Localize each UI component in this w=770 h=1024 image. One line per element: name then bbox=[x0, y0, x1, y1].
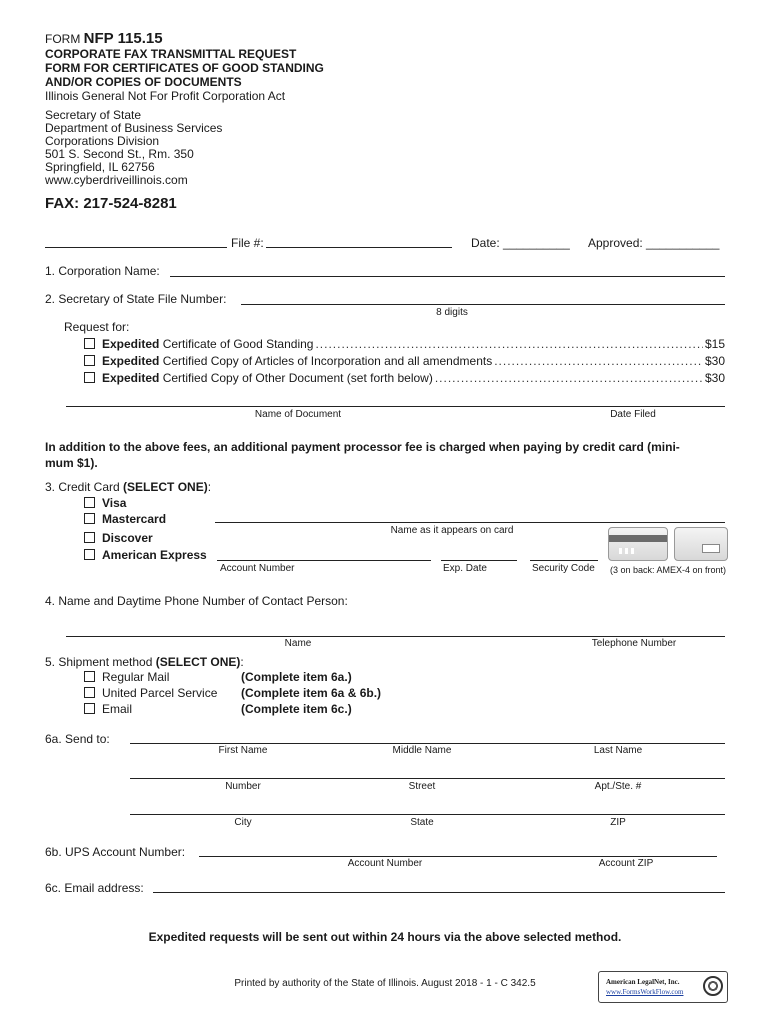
card-label: Mastercard bbox=[102, 512, 167, 526]
ups-zip-caption: Account ZIP bbox=[598, 858, 654, 869]
checkbox[interactable] bbox=[84, 338, 95, 349]
date-label[interactable]: Date: __________ bbox=[471, 236, 570, 250]
leader-dots bbox=[435, 371, 703, 385]
checkbox[interactable] bbox=[84, 497, 95, 508]
security-code-note: (3 on back: AMEX-4 on front) bbox=[610, 565, 727, 575]
request-option[interactable] bbox=[84, 371, 725, 385]
document-name-caption: Name of Document bbox=[254, 409, 342, 420]
credit-card-title: 3. Credit Card bbox=[45, 480, 120, 494]
card-label: American Express bbox=[102, 548, 207, 562]
contact-person-label: 4. Name and Daytime Phone Number of Contact Person: bbox=[45, 594, 348, 608]
file-number-field[interactable] bbox=[266, 247, 452, 248]
fee-note-line1: In addition to the above fees, an additional payment processor fee is charged when paying by credit card (mini- bbox=[45, 440, 680, 454]
cardholder-name-caption: Name as it appears on card bbox=[390, 525, 514, 536]
email-address-field[interactable] bbox=[153, 892, 725, 893]
exp-date-field[interactable] bbox=[441, 560, 517, 561]
shipment-option-label: Regular Mail bbox=[102, 670, 170, 684]
approved-label[interactable]: Approved: ___________ bbox=[588, 236, 720, 250]
checkbox[interactable] bbox=[84, 372, 95, 383]
file-number-caption: 8 digits bbox=[436, 307, 468, 318]
security-code-field[interactable] bbox=[530, 560, 598, 561]
shipment-option-email[interactable] bbox=[84, 702, 132, 716]
option-bold: Expedited bbox=[102, 354, 160, 368]
fax-number: FAX: 217-524-8281 bbox=[45, 195, 177, 212]
expedited-note: Expedited requests will be sent out within 24 hours via the above selected method. bbox=[148, 930, 622, 944]
zip-caption: ZIP bbox=[610, 817, 626, 828]
shipment-note: (Complete item 6a.) bbox=[241, 670, 352, 684]
form-title-line3: AND/OR COPIES OF DOCUMENTS bbox=[45, 75, 242, 89]
form-number bbox=[45, 30, 163, 47]
checkbox[interactable] bbox=[84, 532, 95, 543]
leader-dots bbox=[494, 354, 703, 368]
form-title-line2: FORM FOR CERTIFICATES OF GOOD STANDING bbox=[45, 61, 324, 75]
send-to-street-field[interactable] bbox=[130, 778, 725, 779]
office-use-line[interactable] bbox=[45, 247, 227, 248]
card-option-mastercard[interactable] bbox=[84, 512, 166, 526]
option-bold: Expedited bbox=[102, 337, 160, 351]
contact-name-phone-field[interactable] bbox=[66, 636, 725, 637]
option-text: Certified Copy of Other Document (set forth below) bbox=[162, 371, 433, 385]
leader-dots bbox=[315, 337, 703, 351]
credit-card-label bbox=[45, 480, 211, 494]
form-prefix: FORM bbox=[45, 32, 81, 46]
shipment-note: (Complete item 6c.) bbox=[241, 702, 352, 716]
label-colon: : bbox=[207, 480, 212, 494]
date-filed-caption: Date Filed bbox=[610, 409, 656, 420]
address-line: Secretary of State bbox=[45, 108, 142, 122]
checkbox[interactable] bbox=[84, 549, 95, 560]
contact-name-caption: Name bbox=[284, 638, 312, 649]
email-address-label: 6c. Email address: bbox=[45, 881, 144, 895]
shipment-method-label bbox=[45, 655, 244, 669]
checkbox[interactable] bbox=[84, 671, 95, 682]
sos-file-number-field[interactable] bbox=[241, 304, 725, 305]
checkbox[interactable] bbox=[84, 687, 95, 698]
logo-text: American LegalNet, Inc. bbox=[606, 978, 680, 986]
telephone-caption: Telephone Number bbox=[591, 638, 677, 649]
ups-account-field[interactable] bbox=[199, 856, 717, 857]
legalnet-logo bbox=[598, 971, 728, 1003]
corporation-name-label: 1. Corporation Name: bbox=[45, 264, 160, 278]
option-price: $30 bbox=[704, 354, 725, 368]
cardholder-name-field[interactable] bbox=[215, 522, 725, 523]
street-caption: Street bbox=[408, 781, 436, 792]
send-to-city-field[interactable] bbox=[130, 814, 725, 815]
checkbox[interactable] bbox=[84, 703, 95, 714]
card-front-icon bbox=[674, 527, 728, 561]
account-number-field[interactable] bbox=[217, 560, 431, 561]
file-number-label: 2. Secretary of State File Number: bbox=[45, 292, 227, 306]
checkbox[interactable] bbox=[84, 513, 95, 524]
card-option-visa[interactable] bbox=[84, 496, 126, 510]
ups-account-label: 6b. UPS Account Number: bbox=[45, 845, 186, 859]
address-line: Department of Business Services bbox=[45, 121, 223, 135]
option-bold: Expedited bbox=[102, 371, 160, 385]
address-link[interactable]: www.cyberdriveillinois.com bbox=[45, 173, 188, 187]
form-number-value: NFP 115.15 bbox=[83, 30, 163, 47]
card-back-icon bbox=[608, 527, 668, 561]
account-number-caption: Account Number bbox=[220, 563, 295, 574]
shipment-title: 5. Shipment method bbox=[45, 655, 153, 669]
act-name: Illinois General Not For Profit Corporation Act bbox=[45, 89, 286, 103]
label-colon: : bbox=[240, 655, 244, 669]
last-name-caption: Last Name bbox=[593, 745, 643, 756]
card-option-discover[interactable] bbox=[84, 531, 153, 545]
option-price: $30 bbox=[704, 371, 725, 385]
shipment-option-label: United Parcel Service bbox=[102, 686, 218, 700]
middle-name-caption: Middle Name bbox=[392, 745, 452, 756]
card-option-amex[interactable] bbox=[84, 548, 207, 562]
fee-note-line2: mum $1). bbox=[45, 456, 98, 470]
send-to-label: 6a. Send to: bbox=[45, 732, 110, 746]
shipment-option-ups[interactable] bbox=[84, 686, 217, 700]
city-caption: City bbox=[234, 817, 252, 828]
security-code-caption: Security Code bbox=[532, 563, 595, 574]
printed-by-note: Printed by authority of the State of Illinois. August 2018 - 1 - C 342.5 bbox=[234, 978, 536, 989]
card-label: Visa bbox=[102, 496, 127, 510]
address-line: 501 S. Second St., Rm. 350 bbox=[45, 147, 194, 161]
document-name-field[interactable] bbox=[66, 406, 725, 407]
option-price: $15 bbox=[704, 337, 725, 351]
state-caption: State bbox=[410, 817, 434, 828]
select-one: (SELECT ONE) bbox=[123, 480, 208, 494]
card-label: Discover bbox=[102, 531, 153, 545]
option-text: Certificate of Good Standing bbox=[162, 337, 314, 351]
form-title-line1: CORPORATE FAX TRANSMITTAL REQUEST bbox=[45, 47, 297, 61]
option-text: Certified Copy of Articles of Incorporation and all amendments bbox=[162, 354, 493, 368]
ups-account-caption: Account Number bbox=[347, 858, 423, 869]
address-line: Springfield, IL 62756 bbox=[45, 160, 155, 174]
shipment-note: (Complete item 6a & 6b.) bbox=[241, 686, 382, 700]
logo-link[interactable]: www.FormsWorkFlow.com bbox=[606, 988, 684, 996]
file-label: File #: bbox=[231, 236, 264, 250]
apt-caption: Apt./Ste. # bbox=[594, 781, 642, 792]
first-name-caption: First Name bbox=[218, 745, 268, 756]
corporation-name-field[interactable] bbox=[170, 276, 725, 277]
checkbox[interactable] bbox=[84, 355, 95, 366]
exp-date-caption: Exp. Date bbox=[443, 563, 487, 574]
logo-globe-icon bbox=[703, 976, 723, 996]
request-option[interactable] bbox=[84, 337, 725, 351]
shipment-option-regular-mail[interactable] bbox=[84, 670, 169, 684]
request-label: Request for: bbox=[64, 320, 130, 334]
shipment-option-label: Email bbox=[102, 702, 133, 716]
address-line: Corporations Division bbox=[45, 134, 160, 148]
select-one: (SELECT ONE) bbox=[155, 655, 241, 669]
send-to-name-field[interactable] bbox=[130, 743, 725, 744]
request-option[interactable] bbox=[84, 354, 725, 368]
number-caption: Number bbox=[225, 781, 261, 792]
office-address bbox=[45, 109, 222, 187]
